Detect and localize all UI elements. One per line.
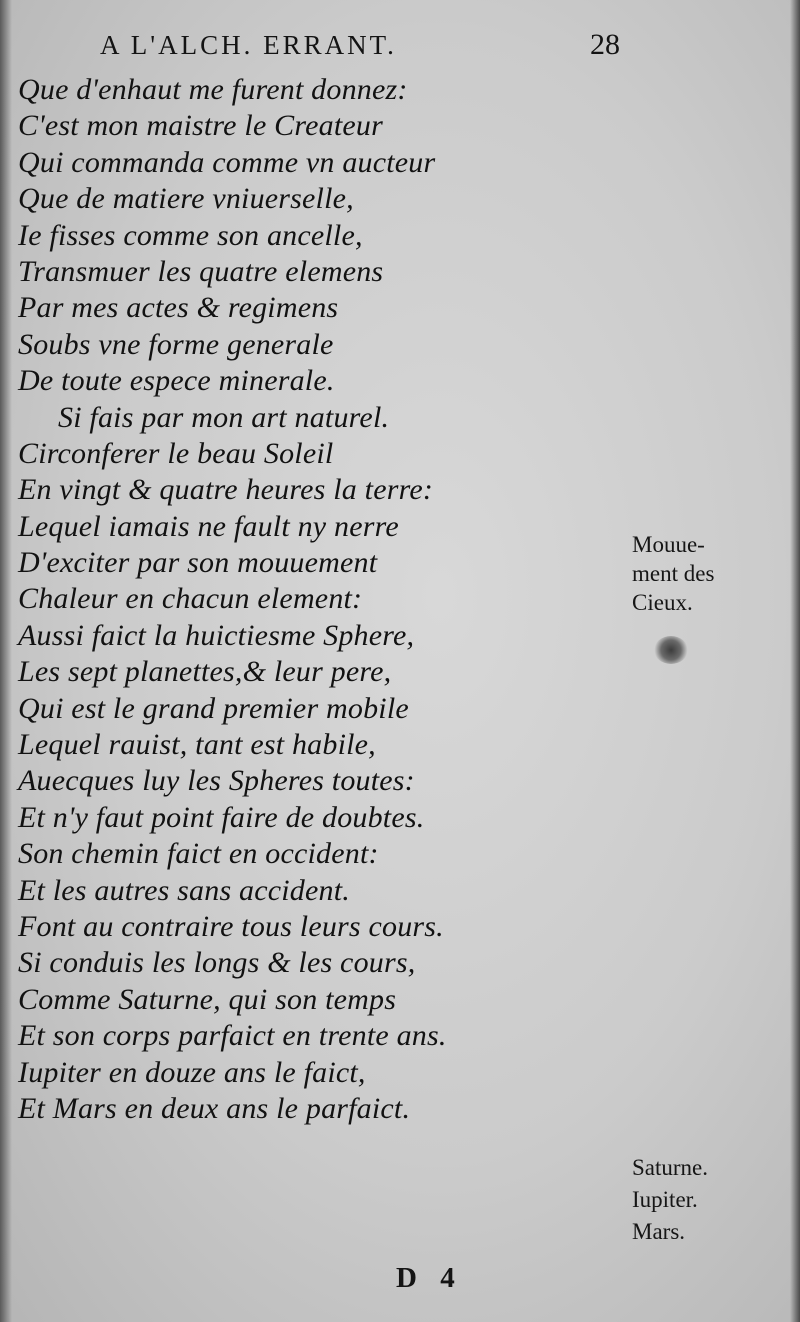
verse-line: Soubs vne forme generale xyxy=(18,327,334,361)
verse-line: Si conduis les longs & les cours, xyxy=(18,946,416,980)
verse-line: C'est mon maistre le Createur xyxy=(18,109,383,143)
verse-line: Circonferer le beau Soleil xyxy=(18,436,334,470)
verse-line: Qui est le grand premier mobile xyxy=(18,691,409,725)
margin-note-line: ment des xyxy=(632,561,715,586)
verse-line: Et Mars en deux ans le parfaict. xyxy=(18,1091,411,1125)
margin-note-line: Iupiter. xyxy=(632,1187,698,1212)
verse-line: Ie fisses comme son ancelle, xyxy=(18,218,363,252)
verse-line: Comme Saturne, qui son temps xyxy=(18,982,397,1016)
verse-line: En vingt & quatre heures la terre: xyxy=(18,473,434,507)
verse-line: Font au contraire tous leurs cours. xyxy=(18,909,444,943)
verse-line: Et son corps parfaict en trente ans. xyxy=(18,1019,447,1053)
margin-note-planets xyxy=(632,1152,708,1248)
verse-line: Lequel iamais ne fault ny nerre xyxy=(18,509,399,543)
verse-line: Les sept planettes,& leur pere, xyxy=(18,655,392,689)
signature-mark: D 4 xyxy=(396,1262,463,1294)
page-edge-shadow-right xyxy=(790,0,800,1322)
verse-line: Qui commanda comme vn aucteur xyxy=(18,145,436,179)
margin-note-line: Mouue- xyxy=(632,532,705,557)
verse-line: De toute espece minerale. xyxy=(18,364,335,398)
verse-line: Que de matiere vniuerselle, xyxy=(18,182,354,216)
verse-text xyxy=(18,72,578,1127)
page-number: 28 xyxy=(590,28,620,61)
margin-note-heavens xyxy=(632,530,714,617)
running-head: A L'ALCH. ERRANT. xyxy=(100,30,397,60)
verse-line: Son chemin faict en occident: xyxy=(18,837,379,871)
margin-note-line: Saturne. xyxy=(632,1155,709,1180)
verse-line: Et n'y faut point faire de doubtes. xyxy=(18,800,425,834)
page-edge-shadow-left xyxy=(0,0,12,1322)
verse-line-indented: Si fais par mon art naturel. xyxy=(58,400,390,434)
verse-line: Aussi faict la huictiesme Sphere, xyxy=(18,618,415,652)
verse-line: D'exciter par son mouuement xyxy=(18,546,378,580)
verse-line: Que d'enhaut me furent donnez: xyxy=(18,73,408,106)
verse-line: Transmuer les quatre elemens xyxy=(18,254,384,288)
verse-line: Iupiter en douze ans le faict, xyxy=(18,1055,366,1089)
verse-line: Chaleur en chacun element: xyxy=(18,582,363,616)
margin-note-line: Mars. xyxy=(632,1219,686,1244)
verse-line: Par mes actes & regimens xyxy=(18,291,339,325)
verse-line: Auecques luy les Spheres toutes: xyxy=(18,764,415,798)
verse-line: Lequel rauist, tant est habile, xyxy=(18,728,376,762)
ink-stain xyxy=(654,636,688,664)
margin-note-line: Cieux. xyxy=(632,590,693,615)
verse-line: Et les autres sans accident. xyxy=(18,873,350,907)
